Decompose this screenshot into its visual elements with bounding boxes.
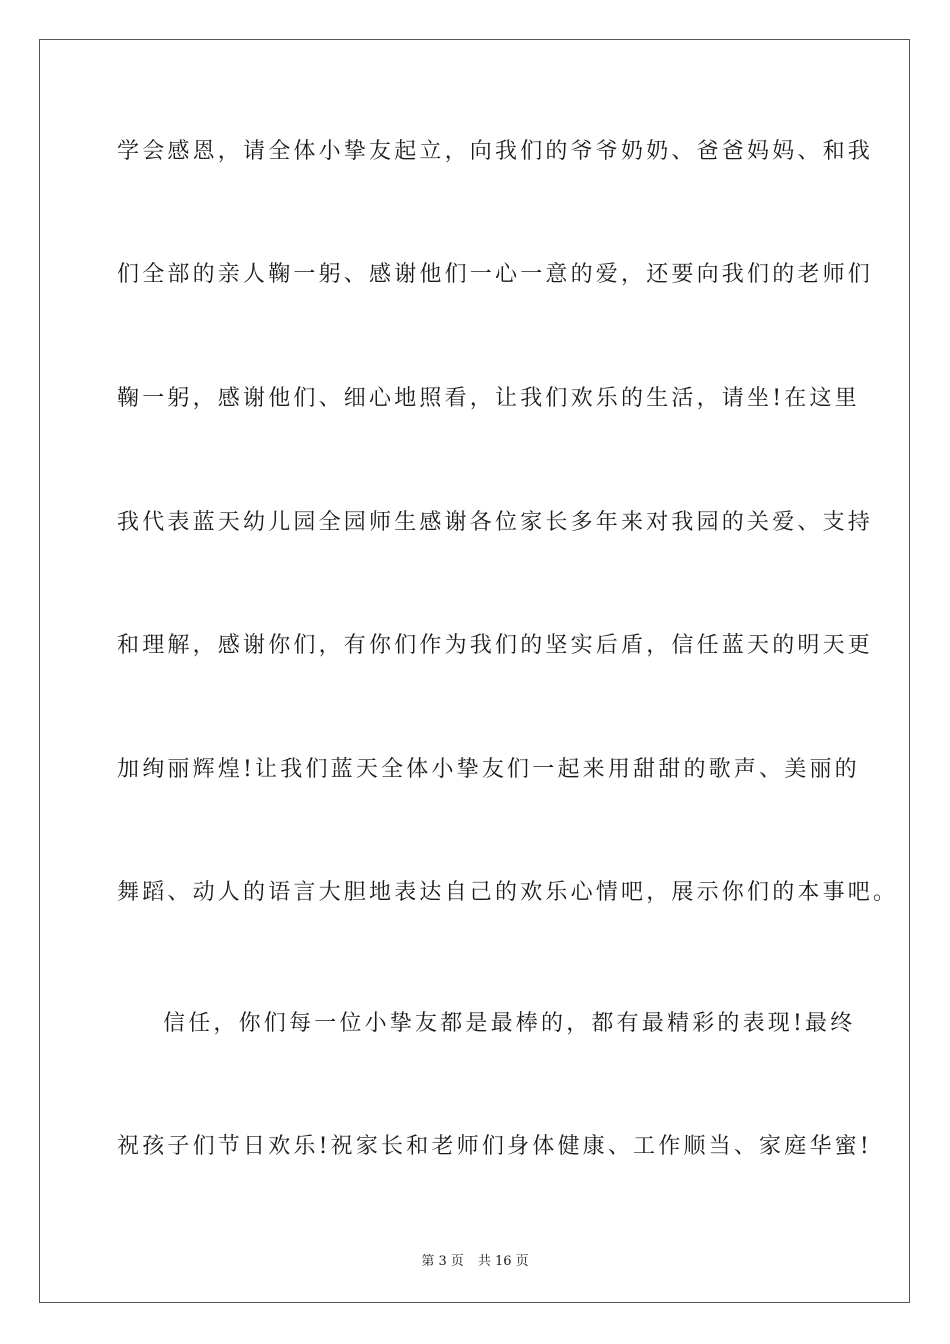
text-line-5: 和理解，感谢你们，有你们作为我们的坚实后盾，信任蓝天的明天更: [117, 633, 874, 658]
text-line-6: 加绚丽辉煌!让我们蓝天全体小挚友们一起来用甜甜的歌声、美丽的: [117, 757, 860, 782]
text-line-4: 我代表蓝天幼儿园全园师生感谢各位家长多年来对我园的关爱、支持: [117, 510, 874, 535]
text-line-3: 鞠一躬，感谢他们、细心地照看，让我们欢乐的生活，请坐!在这里: [117, 386, 860, 411]
text-line-1: 学会感恩，请全体小挚友起立，向我们的爷爷奶奶、爸爸妈妈、和我: [117, 139, 874, 164]
page-frame: [39, 39, 910, 1303]
page-number: 第 3 页: [421, 1254, 464, 1269]
page-footer: [0, 1250, 950, 1269]
text-line-7: 舞蹈、动人的语言大胆地表达自己的欢乐心情吧，展示你们的本事吧。: [117, 880, 899, 905]
page-total: 共 16 页: [477, 1254, 529, 1269]
text-line-2: 们全部的亲人鞠一躬、感谢他们一心一意的爱，还要向我们的老师们: [117, 262, 874, 287]
text-line-8: 信任，你们每一位小挚友都是最棒的，都有最精彩的表现!最终: [163, 1011, 856, 1036]
text-line-9: 祝孩子们节日欢乐!祝家长和老师们身体健康、工作顺当、家庭华蜜!: [117, 1134, 872, 1159]
